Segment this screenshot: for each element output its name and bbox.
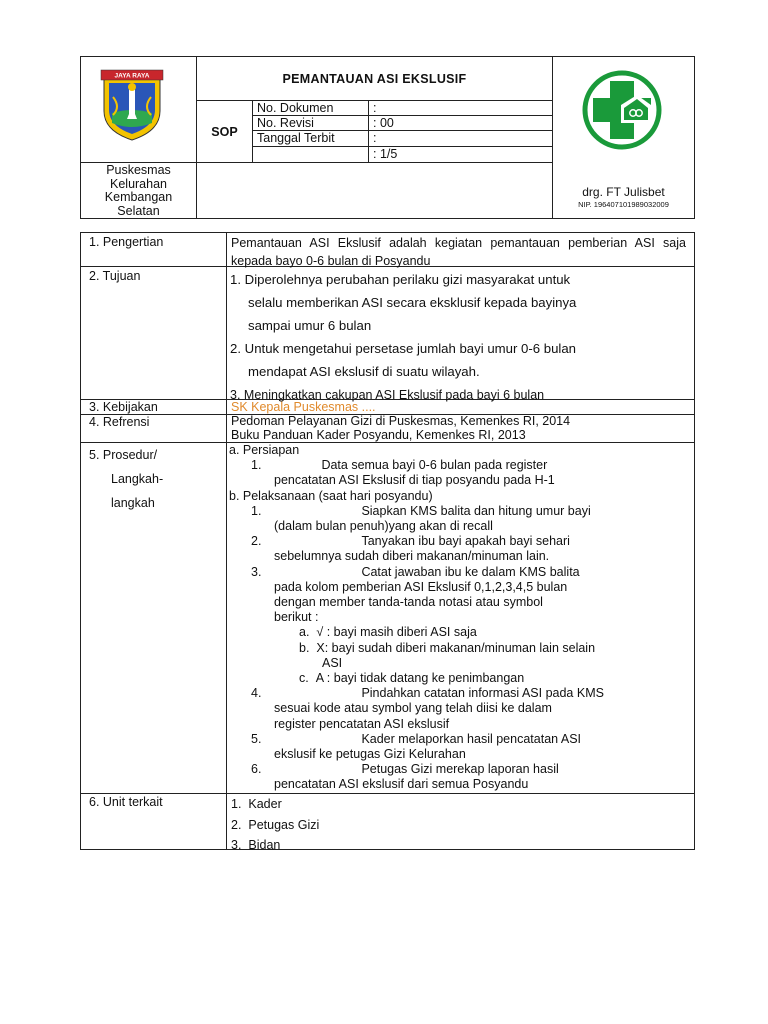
step-text: Catat jawaban ibu ke dalam KMS balita	[361, 564, 580, 579]
institution-name	[81, 164, 196, 218]
prosedur-label	[89, 443, 163, 515]
step-text: Petugas Gizi merekap laporan hasil	[361, 762, 559, 777]
symbol-text: √ : bayi masih diberi ASI saja	[316, 625, 477, 640]
symbol-item	[229, 671, 689, 686]
item-number: 2.	[231, 817, 242, 832]
step-text: berikut :	[274, 610, 319, 625]
step-text: sesuai kode atau symbol yang telah diisi ke dalam	[274, 701, 552, 716]
persiapan-step	[229, 458, 689, 473]
institution-line: Kelurahan	[110, 176, 167, 191]
pelaksanaan-title: b. Pelaksanaan (saat hari posyandu)	[229, 488, 433, 503]
tujuan-item	[230, 337, 690, 383]
pelaksanaan-step	[229, 565, 689, 580]
field-value-3: : 1/5	[373, 147, 398, 161]
step-text: Kader melaporkan hasil pencatatan ASI	[361, 731, 582, 746]
prosedur-label-line: langkah	[111, 496, 155, 510]
step-text: dengan member tanda-tanda notasi atau symbol	[274, 595, 543, 610]
sop-body	[80, 232, 695, 850]
field-value-0: :	[373, 101, 377, 115]
step-text: register pencatatan ASI ekslusif	[274, 716, 450, 731]
institution-line: Selatan	[117, 203, 160, 218]
symbol-letter: a.	[299, 625, 310, 640]
unit-item	[231, 815, 319, 836]
symbol-text: A : bayi tidak datang ke penimbangan	[315, 671, 525, 686]
item-number: 3.	[230, 388, 241, 402]
prosedur-content	[229, 443, 689, 793]
signatory	[553, 185, 694, 209]
pelaksanaan-step	[229, 504, 689, 519]
tujuan-label: 2. Tujuan	[89, 269, 141, 283]
step-text: pencatatan ASI ekslusif dari semua Posyandu	[274, 777, 529, 792]
step-text: Data semua bayi 0-6 bulan pada register	[321, 458, 548, 473]
unit-item	[231, 835, 319, 856]
institution-line: Kembangan	[104, 190, 173, 204]
step-number: 1.	[251, 458, 262, 473]
item-number: 1.	[230, 272, 241, 287]
document-title-text: PEMANTAUAN ASI EKSLUSIF	[282, 71, 467, 86]
step-number: 2.	[251, 534, 262, 549]
field-label-1: No. Revisi	[257, 116, 314, 130]
step-number: 5.	[251, 731, 262, 746]
symbol-letter: b.	[299, 640, 310, 655]
pengertian-label: 1. Pengertian	[89, 235, 164, 249]
tujuan-line: selalu memberikan ASI secara eksklusif kepada bayinya	[248, 295, 577, 310]
unit-item	[231, 794, 319, 815]
field-label-0: No. Dokumen	[257, 101, 334, 115]
persiapan-title: a. Persiapan	[229, 443, 300, 457]
step-text: Pindahkan catatan informasi ASI pada KMS	[361, 686, 604, 701]
field-value-2: :	[373, 131, 377, 145]
left-logo-wrap	[99, 67, 165, 148]
symbol-text: ASI	[322, 655, 343, 670]
kebijakan-text: SK Kepala Puskesmas ....	[231, 400, 376, 414]
sop-text: SOP	[211, 124, 238, 139]
step-text: pada kolom pemberian ASI Ekslusif 0,1,2,3,4,5 bulan	[274, 579, 568, 594]
puskesmas-logo-icon	[577, 67, 667, 153]
symbol-letter: c.	[299, 671, 309, 686]
step-text: pencatatan ASI Ekslusif di tiap posyandu pada H-1	[274, 473, 555, 488]
tujuan-line: sampai umur 6 bulan	[248, 318, 372, 333]
field-label-2: Tanggal Terbit	[257, 131, 335, 145]
unit-label: 6. Unit terkait	[89, 795, 163, 809]
pelaksanaan-step	[229, 762, 689, 777]
item-number: 2.	[230, 341, 241, 356]
step-text: sebelumnya sudah diberi makanan/minuman lain.	[274, 549, 550, 564]
tujuan-line: Diperolehnya perubahan perilaku gizi masyarakat untuk	[244, 272, 571, 287]
step-number: 3.	[251, 564, 262, 579]
referensi-label: 4. Refrensi	[89, 415, 150, 429]
symbol-item	[229, 641, 689, 656]
step-number: 4.	[251, 686, 262, 701]
step-text: (dalam bulan penuh)yang akan di recall	[274, 519, 493, 534]
prosedur-label-line: 5. Prosedur/	[89, 448, 158, 462]
pelaksanaan-step	[229, 534, 689, 549]
header-overlay	[80, 56, 695, 219]
step-text: Tanyakan ibu bayi apakah bayi sehari	[361, 534, 570, 549]
unit-text: Bidan	[248, 838, 281, 852]
kebijakan-label: 3. Kebijakan	[89, 400, 158, 414]
step-text: ekslusif ke petugas Gizi Kelurahan	[274, 747, 466, 762]
signatory-nip: NIP. 196407101989032009	[578, 200, 669, 209]
referensi-list	[231, 415, 570, 442]
prosedur-label-line: Langkah-	[111, 472, 164, 486]
unit-list	[231, 794, 319, 856]
symbol-text: X: bayi sudah diberi makanan/minuman lain selain	[316, 640, 596, 655]
symbol-item	[229, 625, 689, 640]
step-number: 1.	[251, 503, 262, 518]
item-number: 1.	[231, 797, 242, 811]
tujuan-line: Untuk mengetahui persetase jumlah bayi umur 0-6 bulan	[244, 341, 577, 356]
step-number: 6.	[251, 762, 262, 777]
jakarta-emblem-icon	[99, 67, 165, 143]
step-text: Siapkan KMS balita dan hitung umur bayi	[361, 503, 591, 518]
pelaksanaan-step	[229, 686, 689, 701]
tujuan-line: Meningkatkan cakupan ASI Ekslusif pada bayi 6 bulan	[243, 388, 545, 402]
institution-line: Puskesmas	[106, 163, 171, 177]
tujuan-list	[230, 268, 690, 407]
emblem-banner-text: JAYA RAYA	[114, 72, 150, 80]
unit-text: Kader	[248, 797, 282, 811]
field-value-1: : 00	[373, 116, 394, 130]
item-number: 3.	[231, 838, 242, 852]
referensi-line: Buku Panduan Kader Posyandu, Kemenkes RI, 2013	[231, 427, 526, 442]
signatory-name: drg. FT Julisbet	[582, 185, 665, 199]
tujuan-item	[230, 268, 690, 337]
right-logo-wrap	[577, 67, 667, 158]
unit-text: Petugas Gizi	[248, 817, 320, 832]
tujuan-line: mendapat ASI ekslusif di suatu wilayah.	[248, 364, 480, 379]
referensi-line: Pedoman Pelayanan Gizi di Puskesmas, Kemenkes RI, 2014	[231, 414, 571, 428]
pelaksanaan-step	[229, 732, 689, 747]
pengertian-text: Pemantauan ASI Ekslusif adalah kegiatan pemantauan pemberian ASI saja kepada bayo 0-6 bulan di Posyandu	[231, 236, 686, 268]
